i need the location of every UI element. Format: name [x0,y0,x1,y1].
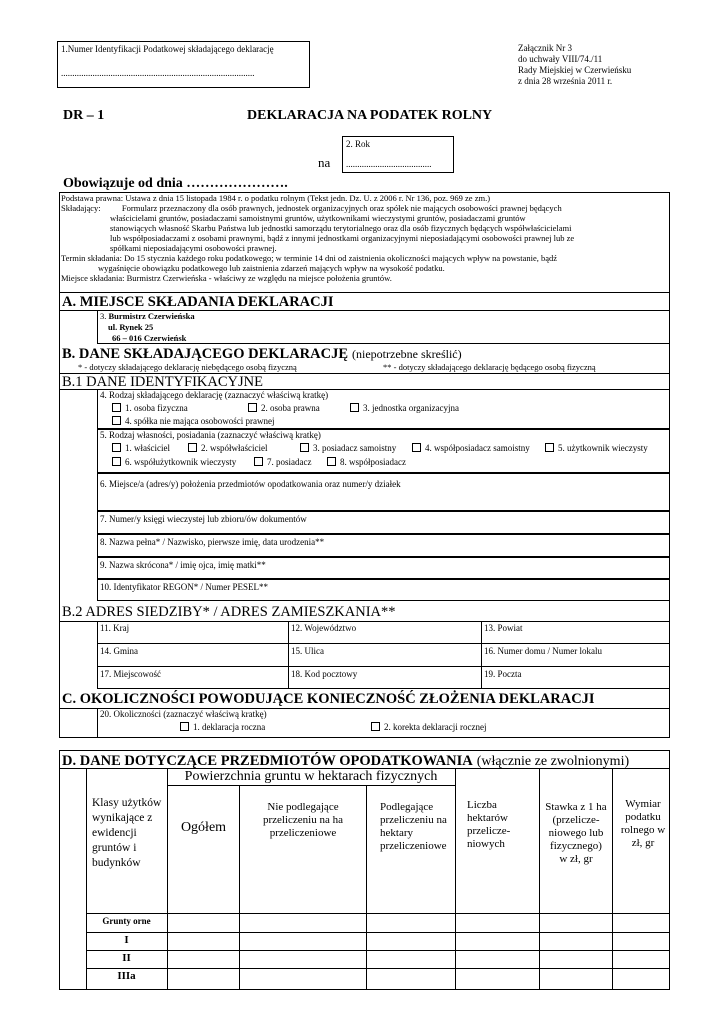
annex-line: Rady Miejskiej w Czerwieńsku [518,65,632,75]
field-6-label: 6. Miejsce/a (adres/y) położenia przedmiotów opodatkowania oraz numer/y działek [100,479,401,489]
f5-option-6[interactable] [112,457,236,468]
table-line [167,768,168,990]
section-b-note1: * - dotyczy składającego deklarację niebędącego osobą fizyczną [78,362,297,372]
checkbox[interactable] [545,443,554,452]
checkbox[interactable] [180,722,189,731]
annex-line: Załącznik Nr 3 [518,43,572,53]
option-label: 5. użytkownik wieczysty [558,443,648,453]
annex-line: z dnia 28 września 2011 r. [518,76,613,86]
f5-option-1[interactable] [112,443,170,454]
f4-option-1[interactable] [112,403,188,414]
field-10-label: 10. Identyfikator REGON* / Numer PESEL** [100,582,268,592]
section-b-note2: ** - dotyczy składającego deklarację będącego osobą fizyczną [383,362,596,372]
option-label: 4. współposiadacz samoistny [425,443,530,453]
checkbox[interactable] [112,443,121,452]
col-liczba: Liczba hektarów przelicze-niowych [467,799,511,850]
f4-option-2[interactable] [248,403,320,414]
grunty-orne-label: Grunty orne [102,916,151,926]
checkbox[interactable] [188,443,197,452]
office-city: 66 – 016 Czerwieńsk [112,333,187,343]
area-header: Powierzchnia gruntu w hektarach fizycznych [184,769,438,784]
table-line [86,968,670,969]
f5-option-4[interactable] [412,443,530,454]
col-ogolem: Ogółem [180,820,227,835]
f4-option-4[interactable] [112,416,274,427]
field-7-label: 7. Numer/y księgi wieczystej lub zbioru/ów dokumentów [100,514,307,524]
field-20-label: 20. Okoliczności (zaznaczyć właściwą kratkę) [100,709,267,719]
field-19-label: 19. Poczta [484,669,522,679]
f4-option-3[interactable] [350,403,459,414]
field-12-label: 12. Województwo [291,623,357,633]
table-line [539,768,540,990]
option-label: 1. właściciel [125,443,170,453]
field-5-label: 5. Rodzaj własności, posiadania (zaznaczyć właściwą kratkę) [100,430,321,440]
row-class-label: IIIa [117,970,136,982]
option-label: 7. posiadacz [267,457,312,467]
checkbox[interactable] [412,443,421,452]
year-box[interactable] [342,136,454,173]
annex-line: do uchwały VIII/74./11 [518,54,603,64]
row-class-label: I [124,934,129,946]
legal-line: lub współposiadaczami z osobami prawnymi, bądź z innymi jednostkami organizacyjnymi nieposiadającymi osobowości prawnej lub ze [110,233,575,243]
section-b2-title: B.2 ADRES SIEDZIBY* / ADRES ZAMIESZKANIA** [62,604,396,620]
legal-line: Termin składania: Do 15 stycznia każdego roku podatkowego; w terminie 14 dni od zaistnienia okoliczności mających wpływ na powstanie, bądź [61,253,558,263]
checkbox[interactable] [327,457,336,466]
checkbox[interactable] [112,416,121,425]
section-b1-title: B.1 DANE IDENTYFIKACYJNE [62,374,263,390]
checkbox[interactable] [254,457,263,466]
f5-option-8[interactable] [327,457,406,468]
option-label: 4. spółka nie mająca osobowości prawnej [125,416,275,426]
checkbox[interactable] [112,403,121,412]
section-d-title: D. DANE DOTYCZĄCE PRZEDMIOTÓW OPODATKOWANIA [62,753,473,769]
option-label: 1. deklaracja roczna [193,722,266,732]
f5-option-5[interactable] [545,443,648,454]
table-line [239,785,240,990]
table-line [86,950,670,951]
field-15-label: 15. Ulica [291,646,324,656]
field-13-label: 13. Powiat [484,623,523,633]
table-line [366,785,367,990]
annex-note [518,43,631,87]
form-code: DR – 1 [63,108,105,123]
field-3-num: 3. [100,311,107,321]
section-d-note: (włącznie ze zwolnionymi) [476,754,630,769]
field-14-label: 14. Gmina [100,646,138,656]
checkbox[interactable] [248,403,257,412]
col-nie-podlegajace: Nie podlegające przeliczeniu na ha przeliczeniowe [262,801,343,839]
section-b-heading [62,345,462,363]
table-line [86,932,670,933]
option-label: 2. korekta deklaracji rocznej [384,722,487,732]
na-label: na [318,155,331,170]
col-klasy: Klasy użytków wynikające z ewidencji gruntów i budynków [92,797,162,869]
office-name: Burmistrz Czerwieńska [108,311,195,321]
office-street: ul. Rynek 25 [108,322,154,332]
year-label: 2. Rok [346,139,371,149]
checkbox[interactable] [300,443,309,452]
table-line [455,768,456,990]
legal-line: stanowiących własność Skarbu Państwa lub jednostki samorządu terytorialnego oraz dla osób fizycznych będących współwłaścicielami [110,223,572,233]
legal-line: Składający: Formularz przeznaczony dla osób prawnych, jednostek organizacyjnych oraz spółek nie mających osobowości prawnej będących [61,203,562,213]
nip-dots: ...................................................................................... [61,68,255,78]
table-line [167,785,455,786]
option-label: 2. współwłaściciel [201,443,268,453]
field-17-label: 17. Miejscowość [100,669,161,679]
field-18-label: 18. Kod pocztowy [291,669,358,679]
table-line [86,913,670,914]
section-b-note: (niepotrzebne skreślić) [352,347,462,361]
option-label: 8. współposiadacz [340,457,406,467]
field-4-label: 4. Rodzaj składającego deklarację (zaznaczyć właściwą kratkę) [100,390,329,400]
nip-box[interactable] [57,41,310,88]
col-wymiar: Wymiar podatku rolnego w zł, gr [620,798,666,849]
option-label: 2. osoba prawna [261,403,320,413]
option-label: 3. jednostka organizacyjna [363,403,460,413]
f5-option-7[interactable] [254,457,311,468]
legal-line: wygaśnięcie obowiązku podatkowego lub zaistnienia zdarzeń mających wpływ na wysokość podatku. [98,263,445,273]
field-16-label: 16. Numer domu / Numer lokalu [484,646,602,656]
year-dots: ...................................... [346,159,432,169]
legal-block [61,193,667,283]
field-3 [100,311,195,321]
section-b-title: B. DANE SKŁADAJĄCEGO DEKLARACJĘ [62,346,349,362]
checkbox[interactable] [371,722,380,731]
option-label: 6. współużytkownik wieczysty [125,457,237,467]
valid-from: Obowiązuje od dnia …………………. [63,176,288,191]
section-c-title: C. OKOLICZNOŚCI POWODUJĄCE KONIECZNOŚĆ ZŁOŻENIA DEKLARACJI [62,691,595,707]
f5-option-2[interactable] [188,443,268,454]
legal-line: Podstawa prawna: Ustawa z dnia 15 listopada 1984 r. o podatku rolnym (Tekst jedn. Dz. U. z 2006 r. Nr 136, poz. 969 ze zm.) [61,193,491,203]
nip-label: 1.Numer Identyfikacji Podatkowej składającego deklarację [61,44,274,54]
c-option-1[interactable] [180,722,265,733]
col-stawka: Stawka z 1 ha (przelicze-niowego lub fizycznego) w zł, gr [545,801,607,865]
legal-line: właścicielami gruntów, posiadaczami samoistnymi gruntów, użytkownikami wieczystymi gruntów, posiadaczami gruntów [110,213,526,223]
row-class-label: II [122,952,131,964]
table-line [612,768,613,990]
divider [59,292,670,293]
section-a-title: A. MIEJSCE SKŁADANIA DEKLARACJI [62,294,334,310]
legal-line: spółkami nieposiadającymi osobowości prawnej. [110,243,277,253]
c-option-2[interactable] [371,722,486,733]
option-label: 3. posiadacz samoistny [313,443,397,453]
field-8-label: 8. Nazwa pełna* / Nazwisko, pierwsze imię, data urodzenia** [100,537,325,547]
checkbox[interactable] [112,457,121,466]
form-title: DEKLARACJA NA PODATEK ROLNY [247,108,493,123]
field-11-label: 11. Kraj [100,623,130,633]
legal-line: Miejsce składania: Burmistrz Czerwieńska - właściwy ze względu na miejsce położenia gruntów. [61,273,392,283]
option-label: 1. osoba fizyczna [125,403,188,413]
field-9-label: 9. Nazwa skrócona* / imię ojca, imię matki** [100,560,266,570]
col-podlegajace: Podlegające przeliczeniu na hektary przeliczeniowe [380,801,447,852]
checkbox[interactable] [350,403,359,412]
f5-option-3[interactable] [300,443,396,454]
